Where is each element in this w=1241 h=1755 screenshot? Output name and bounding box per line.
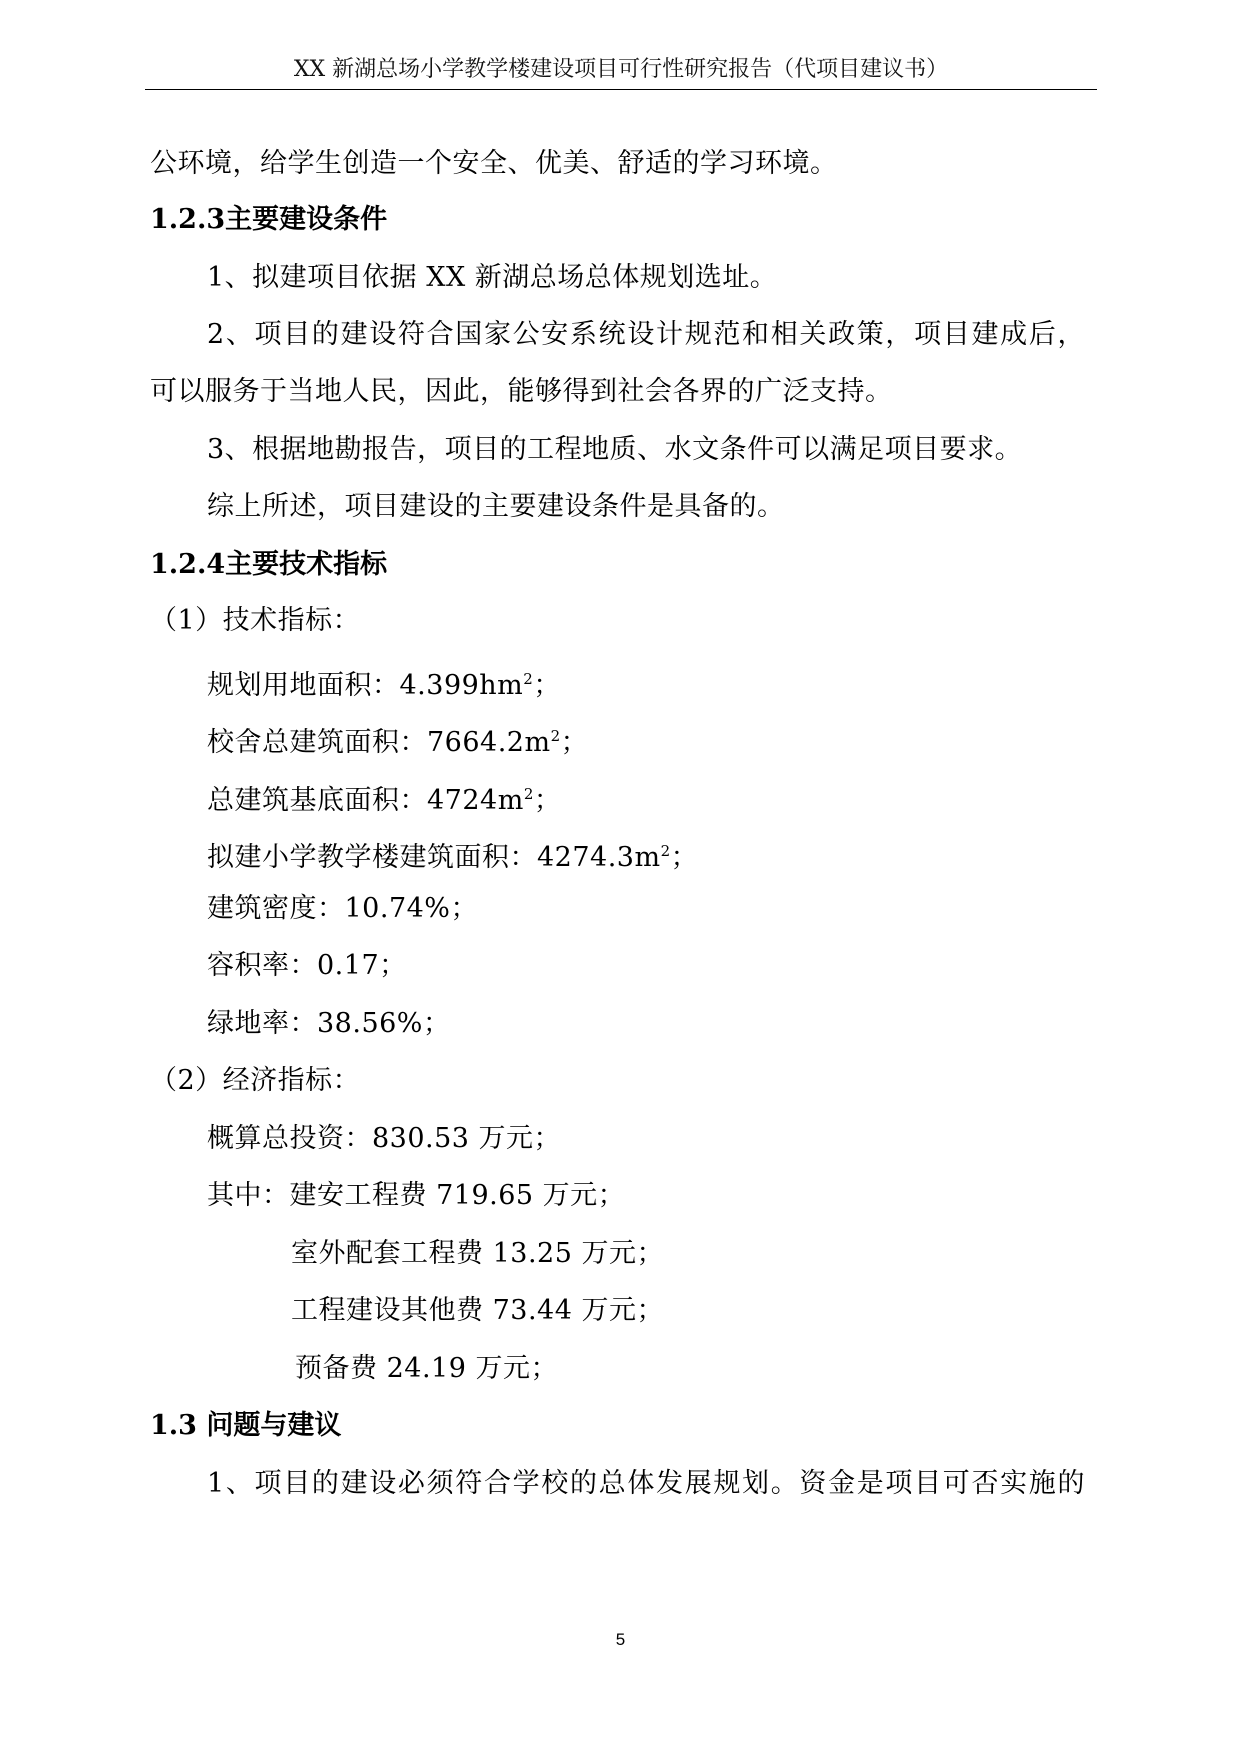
indicator-floor-area-ratio: 容积率：0.17； [207,950,407,981]
section-heading-1-2-3: 1.2.3主要建设条件 [150,204,388,235]
condition-item-2-line-2: 可以服务于当地人民，因此，能够得到社会各界的广泛支持。 [150,376,893,407]
condition-item-1: 1、拟建项目依据 XX 新湖总场总体规划选址。 [207,262,778,293]
indicator-other-fee: 工程建设其他费 73.44 万元； [291,1295,664,1326]
indicator-building-density: 建筑密度：10.74%； [207,893,478,924]
condition-item-3: 3、根据地勘报告，项目的工程地质、水文条件可以满足项目要求。 [207,434,1023,465]
page-number: 5 [615,1630,626,1649]
indicator-outdoor-fee: 室外配套工程费 13.25 万元； [291,1238,664,1269]
indicator-land-area: 规划用地面积：$4.399hm^2$； [207,670,561,701]
section-heading-1-2-4: 1.2.4主要技术指标 [150,549,388,580]
indicator-total-investment: 概算总投资：830.53 万元； [207,1123,562,1154]
indicator-teaching-building-area: 拟建小学教学楼建筑面积：$4274.3m^2$； [207,842,699,873]
suggestion-item-1-line-1: 1、项目的建设必须符合学校的总体发展规划。资金是项目可否实施的 [207,1468,1085,1499]
header-rule [145,89,1097,90]
indicator-green-ratio: 绿地率：38.56%； [207,1008,451,1039]
econ-indicators-title: （2）经济指标： [150,1065,361,1096]
indicator-base-area: 总建筑基底面积：$4724m^2$； [207,785,562,816]
indicator-reserve-fee: 预备费 24.19 万元； [295,1353,558,1384]
condition-item-2-line-1: 2、项目的建设符合国家公安系统设计规范和相关政策，项目建成后， [207,319,1085,350]
paragraph-continuation: 公环境，给学生创造一个安全、优美、舒适的学习环境。 [150,148,838,179]
running-header: XX 新湖总场小学教学楼建设项目可行性研究报告（代项目建议书） [293,57,949,82]
indicator-school-building-area: 校舍总建筑面积：$7664.2m^2$； [207,727,589,758]
tech-indicators-title: （1）技术指标： [150,605,361,636]
conditions-summary: 综上所述，项目建设的主要建设条件是具备的。 [207,491,785,522]
indicator-construction-fee: 其中：建安工程费 719.65 万元； [207,1180,626,1211]
section-heading-1-3: 1.3 问题与建议 [150,1410,342,1441]
